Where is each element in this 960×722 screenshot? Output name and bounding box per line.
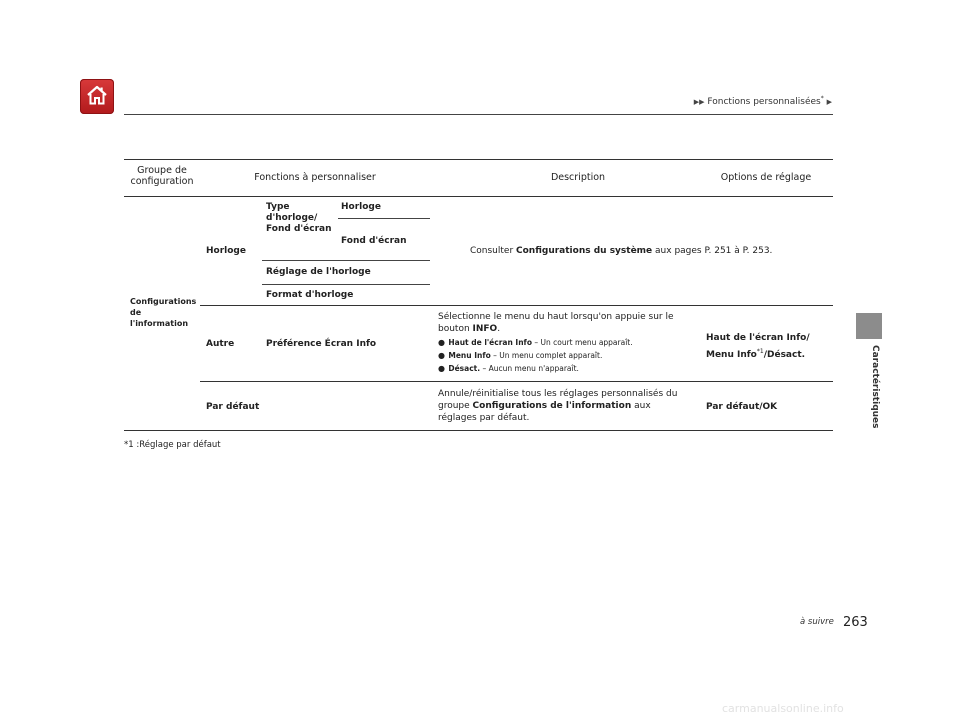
row-rule-autre [200,381,833,382]
description-autre-line2 [438,324,500,335]
function-type-horloge: Type d'horloge/ Fond d'écran [266,202,332,234]
bullet-text: – Un menu complet apparaît. [490,351,603,360]
function-format-horloge: Format d'horloge [266,290,354,300]
bullet-bold: Désact. [448,364,481,373]
option-fond-ecran: Fond d'écran [341,236,407,246]
category-par-defaut: Par défaut [206,402,260,412]
header-function: Fonctions à personnaliser [254,172,376,183]
description-defaut-line1: Annule/réinitialise tous les réglages personnalisés du [438,389,678,399]
description-horloge [470,246,772,257]
link-configurations-systeme[interactable]: Configurations du système [516,246,653,256]
row-rule-reglage [262,284,430,285]
list-item [438,351,602,361]
group-name: Configurations de l'information [130,297,197,328]
table-top-rule [124,159,833,160]
header-group: Groupe de configuration [130,165,194,187]
footnote: *1 :Réglage par défaut [124,440,221,450]
bullet-bold: Haut de l'écran Info [448,338,532,347]
header-rule [124,114,833,115]
header-description: Description [550,172,606,183]
function-reglage-horloge: Réglage de l'horloge [266,267,371,277]
options-autre-line2 [706,346,805,361]
table-bottom-rule [124,430,833,431]
function-preference-ecran: Préférence Écran Info [266,339,377,349]
continued-label: à suivre [800,617,834,627]
category-autre: Autre [206,339,235,349]
section-tab-label: Caractéristiques [870,345,880,429]
desc-pages: aux pages P. 251 à P. 253. [652,246,773,256]
options-defaut: Par défaut/OK [706,402,778,412]
option-text: Menu Info [706,350,757,360]
row-rule-horloge-sub [338,218,430,219]
home-button[interactable] [80,79,114,114]
category-horloge: Horloge [206,246,246,256]
desc-text: aux [631,401,651,411]
list-item [438,364,579,374]
section-tab-marker[interactable] [856,313,882,339]
bullet-icon: ● [438,338,445,347]
bullet-text: – Aucun menu n'apparaît. [480,364,579,373]
row-rule-horloge [200,305,833,306]
watermark: carmanualsonline.info [722,702,844,715]
description-autre-line1: Sélectionne le menu du haut lorsqu'on appuie sur le [438,312,674,322]
desc-text: Consulter [470,246,517,256]
bullet-text: – Un court menu apparaît. [531,338,633,347]
description-defaut-line3: réglages par défaut. [438,413,530,423]
footnote-ref: *1 [756,348,764,355]
option-horloge: Horloge [341,202,381,212]
desc-text: bouton [438,324,473,334]
breadcrumb-arrow-icon: ▶▶ [693,98,705,106]
breadcrumb-text: Fonctions personnalisées [707,97,821,107]
bullet-icon: ● [438,364,445,373]
bullet-icon: ● [438,351,445,360]
list-item [438,338,633,348]
option-text: /Désact. [763,350,806,360]
breadcrumb-end-arrow-icon: ▶ [826,98,832,106]
header-options: Options de réglage [720,172,812,183]
breadcrumb-marker: * [820,95,824,102]
row-rule-type [262,260,430,261]
description-defaut-line2 [438,401,651,412]
bullet-bold: Menu Info [448,351,491,360]
home-icon [85,84,109,110]
desc-text: . [497,324,501,334]
info-button-label: INFO [472,324,498,334]
desc-bold: Configurations de l'information [472,401,632,411]
table-header-rule [124,196,833,197]
breadcrumb[interactable] [694,95,832,107]
page-number: 263 [843,615,868,630]
desc-text: groupe [438,401,473,411]
options-autre-line1: Haut de l'écran Info/ [706,333,810,343]
